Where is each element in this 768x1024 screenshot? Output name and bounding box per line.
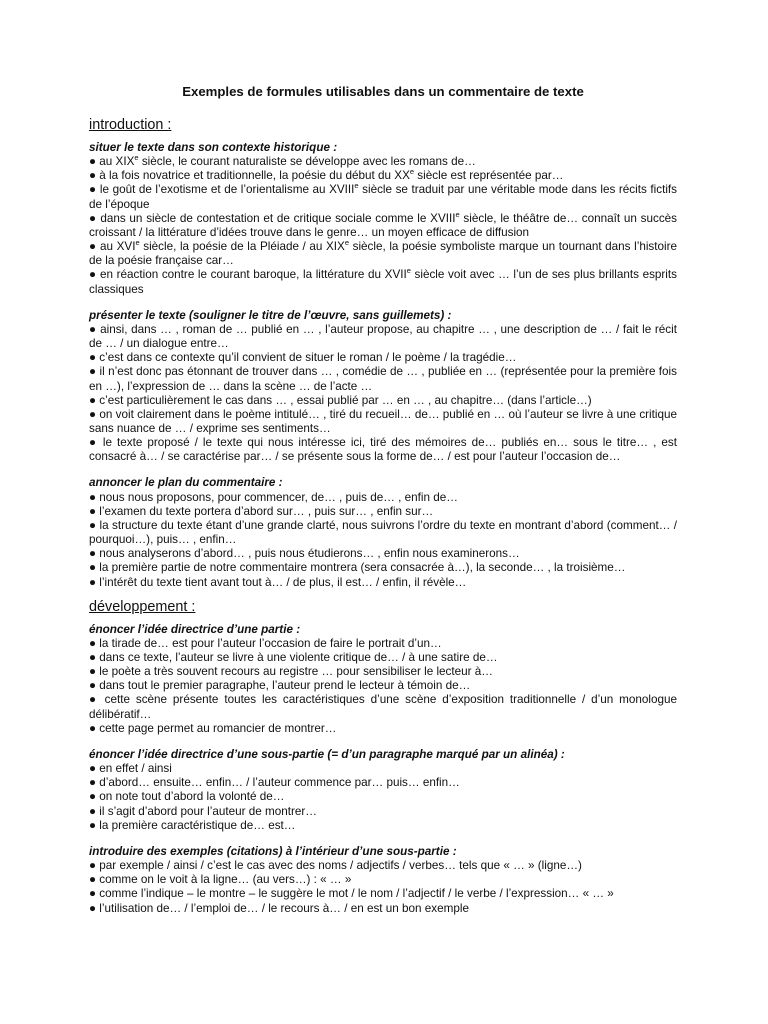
- bullet-item: ● dans ce texte, l’auteur se livre à une violente critique de… / à une satire de…: [89, 651, 498, 664]
- formula-group: [89, 748, 677, 833]
- bullet-item: ● par exemple / ainsi / c’est le cas avec des noms / adjectifs / verbes… tels que « … » (ligne…): [89, 859, 582, 873]
- bullet-item: ● comme on le voit à la ligne… (au vers…) : « … »: [89, 873, 352, 887]
- bullet-item: ● le texte proposé / le texte qui nous intéresse ici, tiré des mémoires de… publiés en… sous le titre… , est consacré à… / se caractérise par… / se présente sous la forme de… / est pour l’auteur l’occasion de…: [89, 436, 677, 464]
- group-subheading: énoncer l’idée directrice d’une partie :: [89, 622, 301, 636]
- group-subheading: situer le texte dans son contexte historique :: [89, 141, 338, 154]
- bullet-item: ● on note tout d’abord la volonté de…: [89, 790, 285, 804]
- bullet-item: ● comme l’indique – le montre – le suggère le mot / le nom / l’adjectif / le verbe / l’expression… « … »: [89, 887, 614, 901]
- bullet-item: ● la première caractéristique de… est…: [89, 818, 296, 832]
- bullet-item: ● la première partie de notre commentaire montrera (sera consacrée à…), la seconde… , la troisième…: [89, 561, 626, 575]
- bullet-item: ● d’abord… ensuite… enfin… / l’auteur commence par… puis… enfin…: [89, 776, 460, 790]
- bullet-item: ● cette scène présente toutes les caractéristiques d’une scène d’exposition traditionnelle / d’un monologue délibératif…: [89, 693, 677, 721]
- bullet-item: ● à la fois novatrice et traditionnelle, la poésie du début du XXe siècle est représentée par…: [89, 167, 564, 183]
- group-subheading: introduire des exemples (citations) à l’intérieur d’une sous-partie :: [89, 844, 457, 858]
- bullet-item: ● il s’agit d’abord pour l’auteur de montrer…: [89, 804, 317, 818]
- bullet-item: ● le goût de l’exotisme et de l’orientalisme au XVIIIe siècle se traduit par une véritable mode dans les récits fictifs de l’époque: [89, 181, 678, 211]
- document-title: Exemples de formules utilisables dans un commentaire de texte: [182, 84, 584, 99]
- bullet-item: ● la structure du texte étant d’une grande clarté, nous suivrons l’ordre du texte en montrant d’abord (comment… / pourquoi…), puis… , enfin…: [89, 518, 677, 547]
- group-subheading: énoncer l’idée directrice d’une sous-partie (= d’un paragraphe marqué par un alinéa) :: [89, 747, 565, 761]
- section-developpement: [89, 599, 677, 916]
- bullet-item: ● il n’est donc pas étonnant de trouver dans … , comédie de … , publiée en … (représentée pour la première fois en …), l’expression de … dans la scène … de l’acte …: [89, 365, 677, 393]
- bullet-item: ● au XVIe siècle, la poésie de la Pléiade / au XIXe siècle, la poésie symboliste marque un tournant dans l’histoire de la poésie française car…: [89, 238, 677, 268]
- bullet-item: ● nous nous proposons, pour commencer, de… , puis de… , enfin de…: [89, 490, 458, 504]
- group-subheading: présenter le texte (souligner le titre de l’œuvre, sans guillemets) :: [89, 308, 452, 322]
- bullet-item: ● nous analyserons d’abord… , puis nous étudierons… , enfin nous examinerons…: [89, 547, 520, 561]
- bullet-item: ● on voit clairement dans le poème intitulé… , tiré du recueil… de… publié en … où l’auteur se livre à une critique sans nuance de … / exprime ses sentiments…: [89, 407, 677, 435]
- bullet-item: ● en réaction contre le courant baroque, la littérature du XVIIe siècle voit avec … l’un de ses plus brillants esprits classiques: [89, 266, 677, 296]
- section-heading: introduction :: [89, 117, 172, 133]
- bullet-item: ● c’est dans ce contexte qu’il convient de situer le roman / le poème / la tragédie…: [89, 351, 517, 365]
- bullet-item: ● l’examen du texte portera d’abord sur… , puis sur… , enfin sur…: [89, 504, 434, 518]
- bullet-item: ● la tirade de… est pour l’auteur l’occasion de faire le portrait d’un…: [89, 636, 442, 650]
- formula-group: [89, 476, 677, 589]
- section-introduction: [89, 117, 677, 590]
- document-body: [89, 117, 677, 916]
- formula-group: [89, 141, 677, 297]
- bullet-item: ● l’intérêt du texte tient avant tout à… / de plus, il est… / enfin, il révèle…: [89, 575, 467, 589]
- bullet-item: ● au XIXe siècle, le courant naturaliste se développe avec les romans de…: [89, 153, 476, 169]
- bullet-item: ● dans un siècle de contestation et de critique sociale comme le XVIIIe siècle, le théâtre de… connaît un succès croissant / la littérature d’idées trouve dans le genre… un moyen efficace de diffusion: [89, 209, 678, 239]
- section-heading: développement :: [89, 598, 196, 615]
- bullet-item: ● en effet / ainsi: [89, 762, 172, 776]
- bullet-item: ● c’est particulièrement le cas dans … , essai publié par … en … , au chapitre… (dans l’article…): [89, 393, 592, 407]
- formula-group: [89, 309, 677, 465]
- group-subheading: annoncer le plan du commentaire :: [89, 476, 283, 490]
- bullet-item: ● l’utilisation de… / l’emploi de… / le recours à… / en est un bon exemple: [89, 901, 469, 915]
- bullet-item: ● ainsi, dans … , roman de … publié en … , l’auteur propose, au chapitre … , une description de … / fait le récit de … / un dialogue entre…: [89, 322, 677, 351]
- document-page: [89, 84, 677, 916]
- bullet-item: ● dans tout le premier paragraphe, l’auteur prend le lecteur à témoin de…: [89, 679, 471, 693]
- bullet-item: ● cette page permet au romancier de montrer…: [89, 721, 337, 735]
- formula-group: [89, 845, 677, 916]
- formula-group: [89, 623, 677, 736]
- bullet-item: ● le poète a très souvent recours au registre … pour sensibiliser le lecteur à…: [89, 665, 493, 679]
